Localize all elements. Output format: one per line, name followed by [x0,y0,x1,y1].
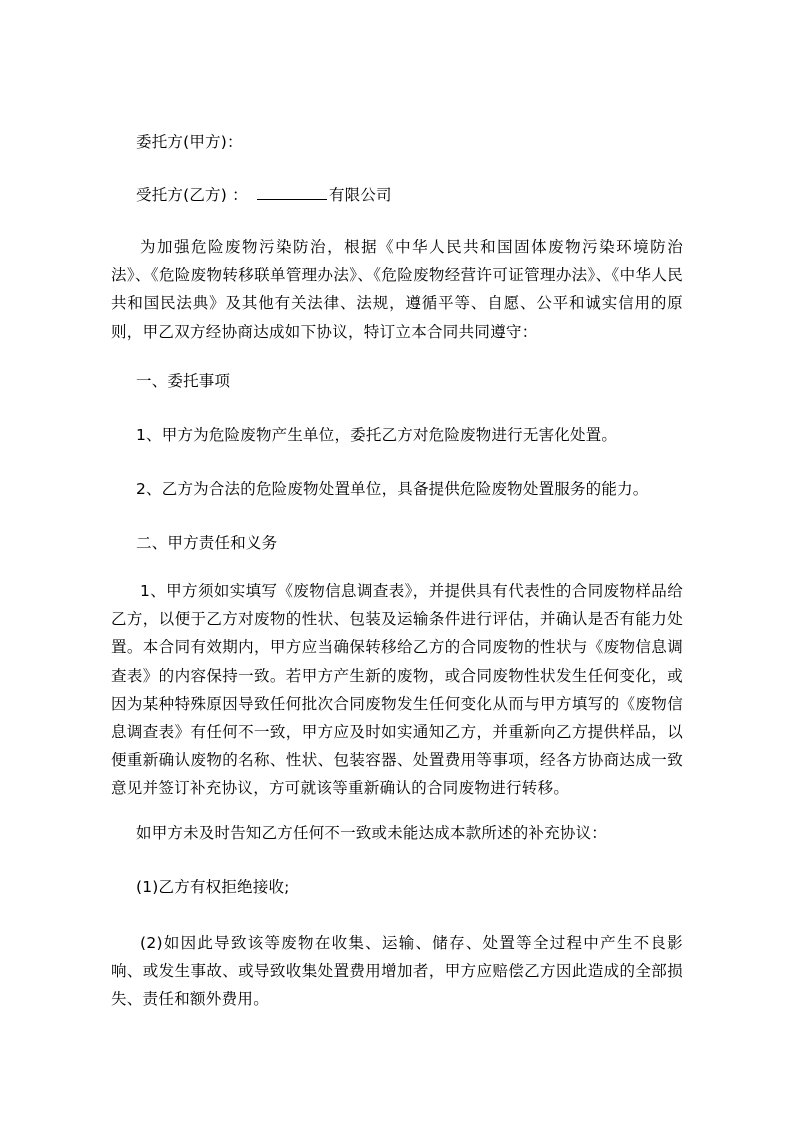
section-1-item-1: 1、甲方为危险废物产生单位，委托乙方对危险废物进行无害化处置。 [136,426,618,444]
company-name-blank [257,185,327,200]
section-2-item-1: 1、甲方须如实填写《废物信息调查表》，并提供具有代表性的合同废物样品给乙方，以便于乙方对废物的性状、包装及运输条件进行评估，并确认是否有能力处置。本合同有效期内，甲方应当确保转移给乙方的合同废物的性状与《废物信息调查表》的内容保持一致。若甲方产生新的废物，或合同废物性状发生任何变化，或因为某种特殊原因导致任何批次合同废物发生任何变化从而与甲方填写的《废物信息调查表》有任何不一致，甲方应及时如实通知乙方，并重新向乙方提供样品，以便重新确认废物的名称、性状、包装容器、处置费用等事项，经各方协商达成一致意见并签订补充协议，方可就该等重新确认的合同废物进行转移。 [111,582,683,798]
section-1-item-2: 2、乙方为合法的危险废物处置单位，具备提供危险废物处置服务的能力。 [136,480,649,498]
section-2-note: 如甲方未及时告知乙方任何不一致或未能达成本款所述的补充协议： [136,824,608,842]
party-a-line: 委托方(甲方)： [136,133,243,151]
section-2-heading: 二、甲方责任和义务 [136,534,278,552]
party-b-label: 受托方(乙方) ： [136,186,253,204]
party-b-line [136,184,392,206]
section-2-sub-item-2: (2)如因此导致该等废物在收集、运输、储存、处置等全过程中产生不良影响、或发生事故、或导致收集处置费用增加者，甲方应赔偿乙方因此造成的全部损失、责任和额外费用。 [111,934,683,1009]
party-b-suffix: 有限公司 [328,186,392,204]
intro-paragraph: 为加强危险废物污染防治，根据《中华人民共和国固体废物污染环境防治法》、《危险废物转移联单管理办法》、《危险废物经营许可证管理办法》、《中华人民共和国民法典》及其他有关法律、法规，遵循平等、自愿、公平和诚实信用的原则，甲乙双方经协商达成如下协议，特订立本合同共同遵守： [111,238,683,341]
section-1-heading: 一、委托事项 [136,372,231,390]
section-2-sub-item-1: (1)乙方有权拒绝接收; [136,878,290,896]
